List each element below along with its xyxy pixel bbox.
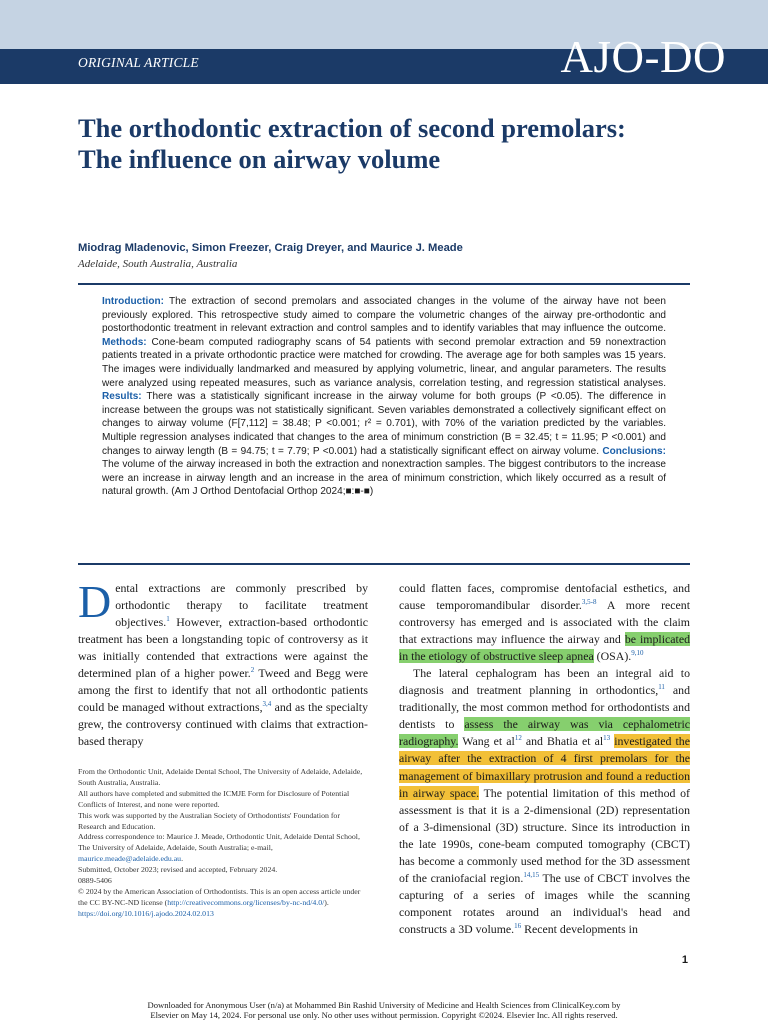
body-text: The potential limitation of this method of assessment is that it is a 2-dimensional (2D) representation of a 3-dimensional (3D) structure. Since its introduction in the late 1990s, cone-beam computed tomography (CBCT) has become a commonly used method for the 3D assessment of the craniofacial region. — [399, 785, 691, 885]
body-column-left — [78, 576, 369, 750]
citation-link[interactable]: 11 — [658, 683, 665, 692]
body-text: However, extraction-based orthodontic treatment has been a longstanding topic of controversy as it was initially contended that extractions were against the determined plan of a higher power. — [78, 615, 368, 681]
citation-link[interactable]: 3,5-8 — [581, 598, 597, 607]
body-text: and traditionally, the most common method for orthodontists and dentists to — [399, 683, 690, 732]
body-text: Tweed and Begg were among the first to identify that not all orthodontic patients could be managed without extractions, — [78, 666, 369, 715]
abstract-top-rule — [78, 283, 690, 285]
footnote-text: Address correspondence to: Maurice J. Meade, Orthodontic Unit, Adelaide Dental School, The University of Adelaide, Adelaide, South Australia; e-mail, — [78, 832, 360, 853]
citation-link[interactable]: 16 — [514, 922, 522, 930]
license-link[interactable]: http://creativecommons.org/licenses/by-nc-nd/4.0/ — [167, 897, 325, 907]
citation-link[interactable]: 3,4 — [262, 700, 272, 709]
citation-link[interactable]: 9,10 — [631, 649, 644, 658]
page-number: 1 — [681, 954, 688, 966]
journal-logo: AJO-DO — [560, 32, 726, 82]
body-text: The lateral cephalogram has been an integral aid to diagnosis and treatment planning in orthodontics, — [399, 666, 690, 698]
article-footnotes — [78, 767, 370, 920]
abstract-results-heading: Results: — [102, 391, 142, 403]
download-notice-line: Elsevier on May 14, 2024. For personal use only. No other uses without permission. Copyright ©2024. Elsevier Inc. All rights reserved. — [150, 1010, 618, 1020]
body-text: and as the specialty grew, the controversy continued with claims that extraction-based therapy — [78, 700, 369, 749]
citation-link[interactable]: 13 — [603, 734, 611, 743]
citation-link[interactable]: 2 — [250, 666, 255, 675]
footnote-dates: Submitted, October 2023; revised and accepted, February 2024. — [78, 865, 278, 875]
doi-link[interactable]: https://doi.org/10.1016/j.ajodo.2024.02.013 — [78, 908, 214, 918]
footnote-funding: This work was supported by the Australian Society of Orthodontists' Foundation for Research and Education. — [78, 810, 340, 831]
abstract-methods-heading: Methods: — [102, 336, 147, 348]
body-text: Wang et al — [458, 734, 515, 749]
footnote-issn: 0889-5406 — [78, 876, 112, 886]
abstract-methods-text: Cone-beam computed radiography scans of 54 patients with second premolar extraction and 59 nonextraction patients treated in a private orthodontic practice were matched for crowding. The average age for both samples was 15 years. The images were individually landmarked and measured by applying volumetric, linear, and angular parameters. The results were analyzed using repeated measures, such as variance analysis, correlation testing, and regression statistical analyses. — [102, 336, 666, 389]
footnote-correspondence — [78, 832, 370, 865]
abstract-conclusions-heading: Conclusions: — [602, 445, 666, 457]
footnote-text: ). — [324, 897, 329, 907]
download-notice — [0, 1000, 768, 1020]
body-paragraph — [399, 665, 690, 938]
abstract-bottom-rule — [78, 563, 690, 565]
footnote-text: © 2024 by the American Association of Orthodontists. This is an open access article under the CC BY-NC-ND license ( — [78, 886, 361, 907]
abstract-introduction-text: The extraction of second premolars and associated changes in the volume of the airway have not been previously explored. This retrospective study aimed to compare the volumetric changes of the airway pre-orthodontic and postorthodontic treatment in relevant extraction and control samples and to identify variables that may influence the outcome. — [102, 296, 666, 335]
correspondence-email-link[interactable]: maurice.meade@adelaide.edu.au — [78, 854, 182, 864]
body-paragraph — [399, 580, 690, 665]
body-text: and Bhatia et al — [521, 734, 604, 749]
body-column-right — [399, 580, 690, 938]
footnote-license — [78, 887, 370, 909]
footnote-affiliation: From the Orthodontic Unit, Adelaide Dental School, The University of Adelaide, Adelaide, South Australia, Australia. — [78, 767, 363, 787]
abstract-conclusions-text: The volume of the airway increased in both the extraction and nonextraction samples. The biggest contributors to the increase were an increase in airway length and an increase in the area of minimum constriction, which likely occurred as a result of natural growth. (Am J Orthod Dentofacial Orthop 2024;■:■-■) — [102, 459, 666, 498]
body-text: could flatten faces, compromise dentofacial esthetics, and cause temporomandibular disorder. — [399, 581, 690, 613]
body-paragraph — [78, 576, 369, 750]
highlight-green: be implicated in the etiology of obstructive sleep apnea — [399, 632, 690, 664]
article-title: The orthodontic extraction of second premolars: The influence on airway volume — [78, 113, 626, 174]
download-notice-line: Downloaded for Anonymous User (n/a) at Mohammed Bin Rashid University of Medicine and Health Sciences from ClinicalKey.com by — [147, 1000, 621, 1010]
section-label: ORIGINAL ARTICLE — [78, 55, 199, 70]
drop-cap: D — [78, 576, 112, 627]
highlight-yellow: investigated the airway after the extraction of 4 first premolars for the management of bimaxillary protrusion and found a reduction in airway space. — [399, 734, 690, 800]
abstract-introduction-heading: Introduction: — [102, 296, 164, 307]
body-text: (OSA). — [593, 649, 632, 664]
body-text: The use of CBCT involves the capturing of a series of images while the scanning component rotates around an individual's head and constructs a 3D volume. — [399, 870, 690, 936]
author-list: Miodrag Mladenovic, Simon Freezer, Craig Dreyer, and Maurice J. Meade — [78, 242, 463, 254]
citation-link[interactable]: 1 — [166, 615, 170, 624]
body-text: Recent developments in — [521, 921, 638, 936]
abstract — [102, 295, 666, 499]
citation-link[interactable]: 12 — [514, 734, 522, 743]
highlight-green: assess the airway was via cephalometric radiography. — [399, 717, 690, 749]
footnote-disclosure: All authors have completed and submitted the ICMJE Form for Disclosure of Potential Conflicts of Interest, and none were reported. — [78, 788, 350, 809]
body-text: ental extractions are commonly prescribed by orthodontic therapy to facilitate treatment objectives. — [115, 581, 368, 630]
author-affiliation: Adelaide, South Australia, Australia — [78, 258, 238, 270]
citation-link[interactable]: 14,15 — [523, 870, 540, 879]
abstract-results-text: There was a statistically significant increase in the airway volume for both groups (P <0.05). The difference in increase between the groups was not statistically significant. Seven variables demonstrated a collectively significant effect on changes to airway volume (F[7,112] = 38.48; P <0.001; r² = 0.701), with 70% of the variation predicted by the variables. Multiple regression analyses indicated that changes to the area of minimum constriction (B = 32.45; t = 11.95; P <0.001) and changes to airway length (B = 94.75; t = 7.79; P <0.001) had a statistically significant effect on airway volume. — [102, 391, 666, 457]
body-text: A more recent controversy has emerged and is associated with the claim that extractions may influence the airway and — [399, 598, 691, 647]
footnote-text: . — [181, 854, 184, 864]
